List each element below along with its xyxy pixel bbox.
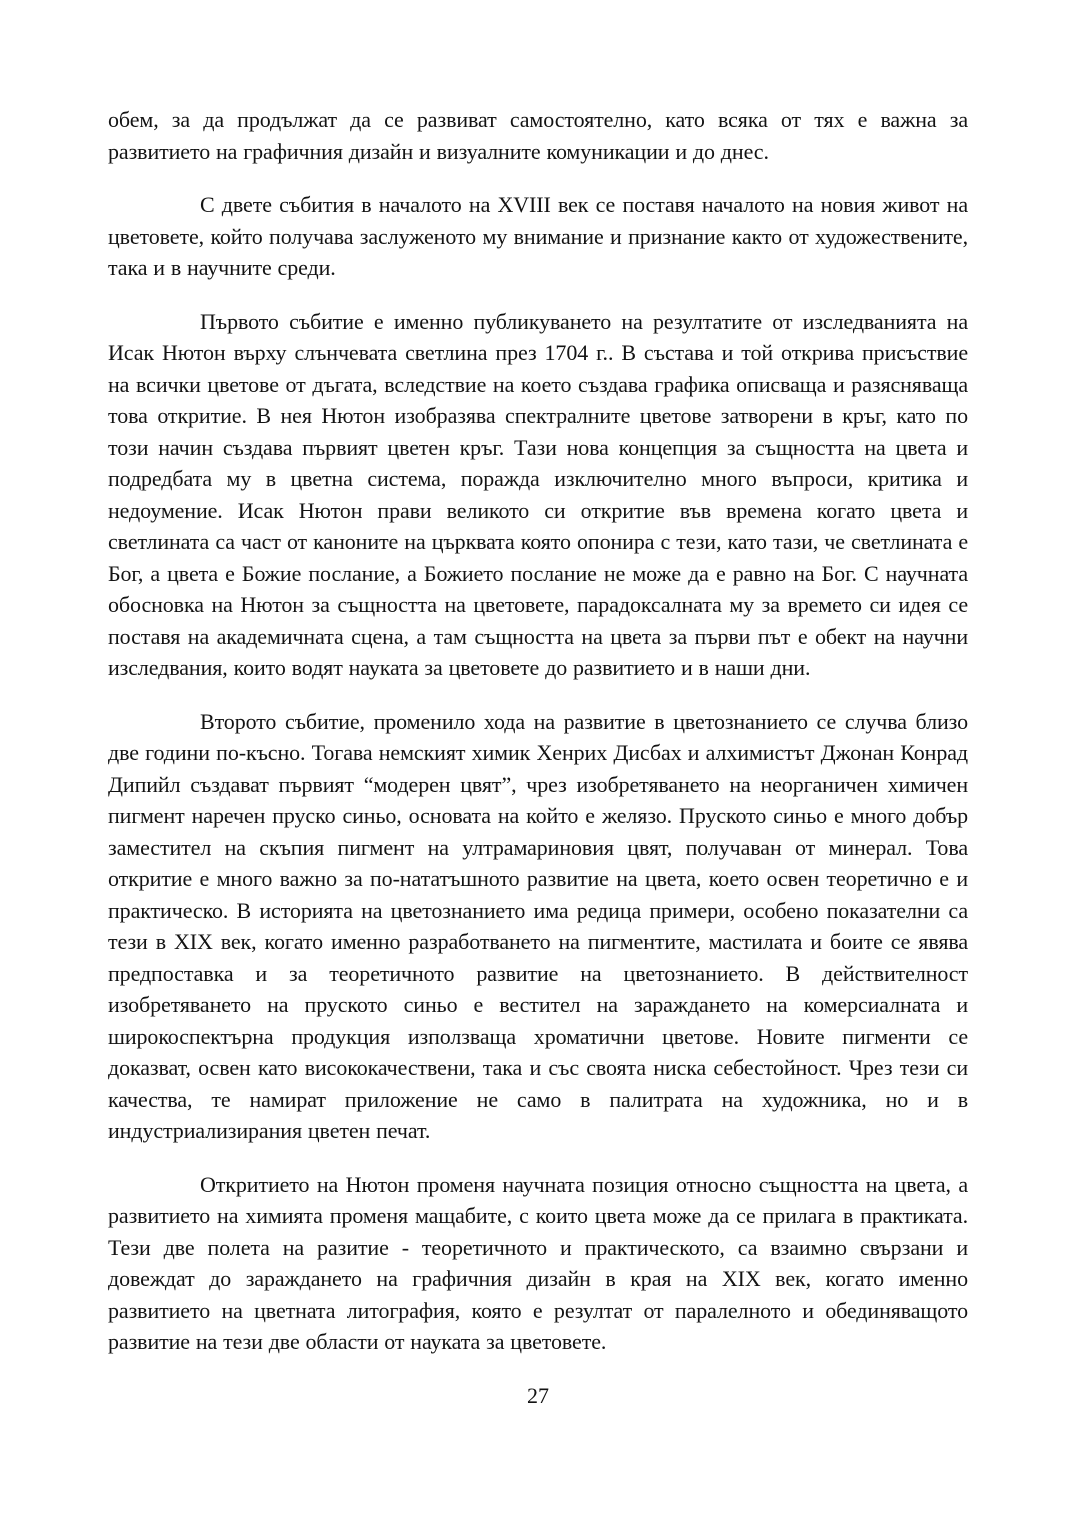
paragraph: Второто събитие, променило хода на развитие в цветознанието се случва близо две години по-късно. Тогава немският химик Хенрих Дисбах и алхимистът Джонан Конрад Дипийл създават първият “модерен цвят”, чрез изобретяването на неорганичен химичен пигмент наречен пруско синьо, основата на който е желязо. Пруското синьо е много добър заместител на скъпия пигмент на ултрамариновия цвят, получаван от минерал. Това откритие е много важно за по-нататъшното развитие на цвета, което освен теоретично е и практическо. В историята на цветознанието има редица примери, особено показателни са тези в XIX век, когато именно разработването на пигментите, мастилата и боите се явява предпоставка и за теоретичното развитие на цветознанието. В действителност изобретяването на пруското синьо е вестител на зараждането на комерсиалната и широкоспектърна продукция използваща хроматични цветове. Новите пигменти се доказват, освен като висококачествени, така и със своята ниска себестойност. Чрез тези си качества, те намират приложение не само в палитрата на художника, но и в индустриализирания цветен печат. <box>108 708 968 1143</box>
paragraph: Откритието на Нютон променя научната позиция относно същността на цвета, а развитието на химията променя мащабите, с които цвета може да се прилага в практиката. Тези две полета на разитие - теоретичното и практическото, са взаимно свързани и довеждат до зараждането на графичния дизайн в края на XIX век, когато именно развитието на цветната литография, която е резултат от паралелното и обединяващото развитие на тези две области от науката за цветовете. <box>108 1171 968 1354</box>
paragraph: обем, за да продължат да се развиват самостоятелно, като всяка от тях е важна за развитието на графичния дизайн и визуалните комуникации и до днес. <box>108 107 968 164</box>
paragraph: С двете събития в началото на XVIII век се поставя началото на новия живот на цветовете, който получава заслуженото му внимание и признание както от художествените, така и в научните среди. <box>108 192 968 280</box>
page-number: 27 <box>527 1382 549 1408</box>
paragraph: Първото събитие е именно публикуването на резултатите от изследванията на Исак Нютон върху слънчевата светлина през 1704 г.. В състава и той открива присъствие на всички цветове от дъгата, вследствие на което създава графика описваща и разясняваща това откритие. В нея Нютон изобразява спектралните цветове затворени в кръг, като по този начин създава първият цветен кръг. Тази нова концепция за същността на цвета и подредбата му в цветна система, поражда изключително много въпроси, критика и недоумение. Исак Нютон прави великото си откритие във времена когато цвета и светлината са част от каноните на църквата която опонира с тези, като тази, че светлината е Бог, а цвета е Божие послание, а Божието послание не може да е равно на Бог. С научната обосновка на Нютон за същността на цветовете, парадоксалната му за времето си идея се поставя на академичната сцена, а там същността на цвета за първи път е обект на научни изследвания, които водят науката за цветовете до развитието и в наши дни. <box>108 308 968 680</box>
